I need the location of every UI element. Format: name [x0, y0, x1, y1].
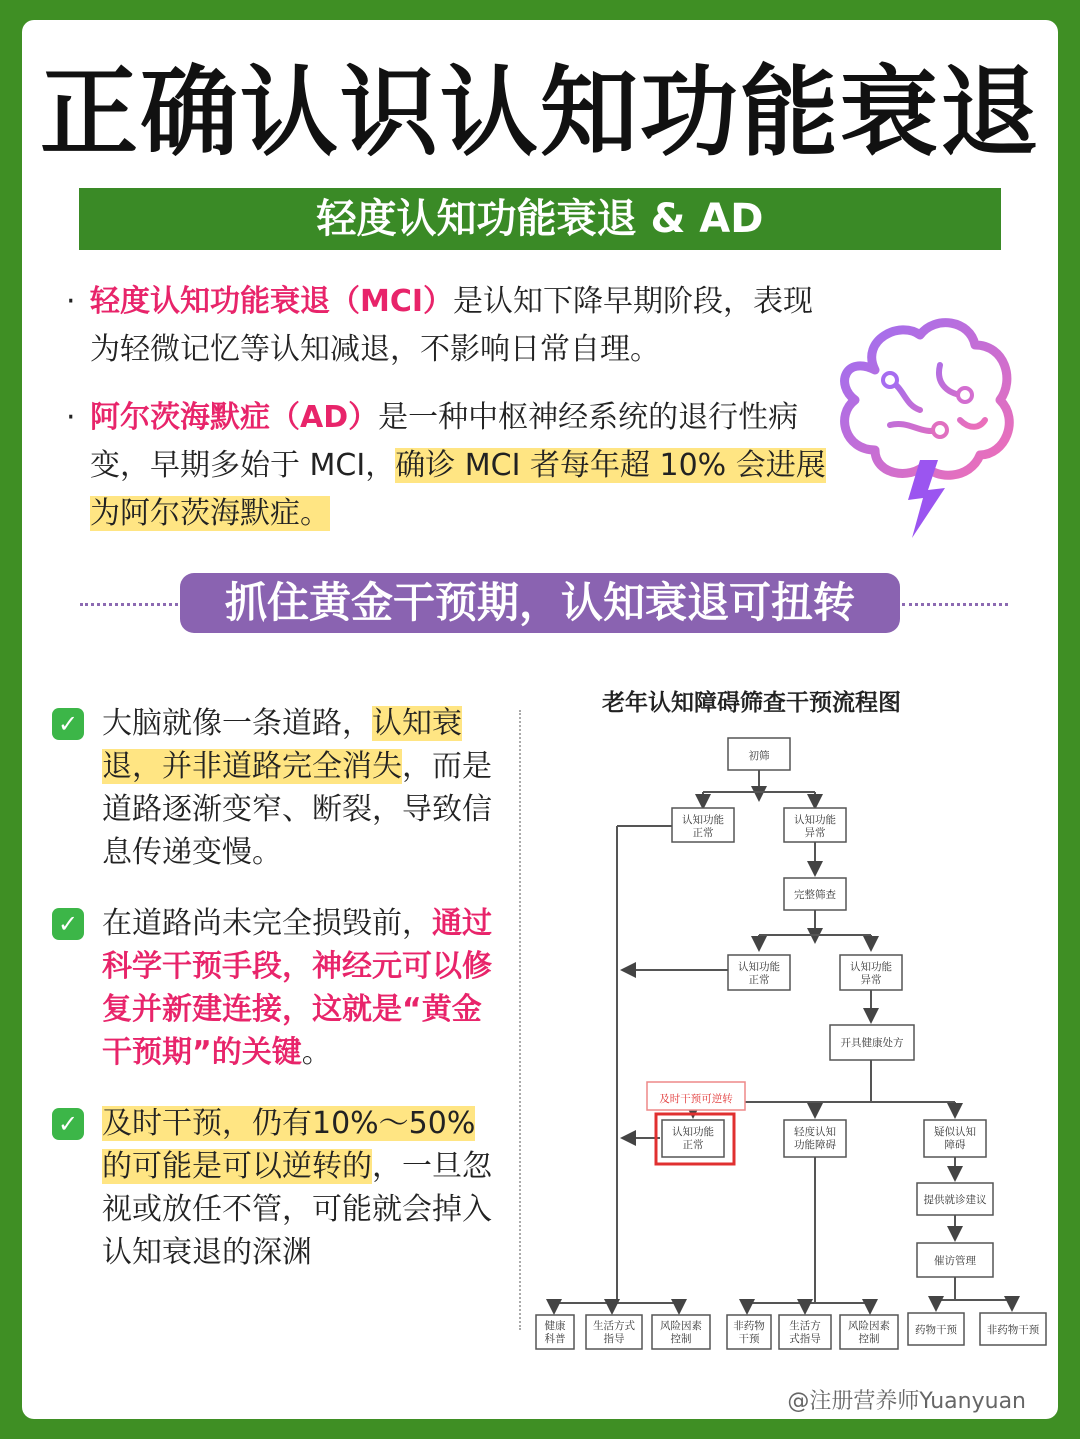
svg-text:完整筛查: 完整筛查 [794, 889, 836, 901]
bullet-dot: · [66, 284, 76, 319]
svg-text:生活方式: 生活方式 [593, 1320, 635, 1332]
svg-text:异常: 异常 [860, 974, 882, 986]
check-text: 大脑就像一条道路， [102, 706, 372, 741]
watermark: @注册营养师Yuanyuan [787, 1389, 1026, 1414]
svg-text:功能障碍: 功能障碍 [794, 1139, 836, 1151]
svg-text:催访管理: 催访管理 [934, 1255, 976, 1267]
svg-text:开具健康处方: 开具健康处方 [840, 1037, 904, 1049]
svg-text:及时干预可逆转: 及时干预可逆转 [659, 1093, 733, 1105]
svg-text:科普: 科普 [544, 1333, 566, 1345]
flowchart [22, 20, 1058, 1419]
check-text: ，而是道路逐渐变窄、断裂，导致信息传递变慢。 [102, 749, 492, 870]
mci-text: 是认知下降早期阶段，表现为轻微记忆等认知减退，不影响日常自理。 [90, 284, 814, 367]
check-text: 在道路尚未完全损毁前， [102, 906, 432, 941]
svg-text:障碍: 障碍 [944, 1139, 966, 1151]
svg-text:非药物干预: 非药物干预 [986, 1324, 1040, 1336]
svg-text:控制: 控制 [858, 1333, 880, 1345]
svg-text:生活方: 生活方 [789, 1320, 821, 1332]
svg-text:控制: 控制 [670, 1333, 692, 1345]
checkbox-icon: ✓ [52, 1108, 84, 1140]
svg-text:药物干预: 药物干预 [915, 1324, 957, 1336]
svg-text:风险因素: 风险因素 [848, 1320, 890, 1332]
checkbox-icon: ✓ [52, 708, 84, 740]
svg-text:正常: 正常 [748, 974, 770, 986]
check-text: 。 [301, 1035, 332, 1070]
svg-text:疑似认知: 疑似认知 [934, 1126, 976, 1138]
page-title: 正确认识认知功能衰退 [39, 56, 1040, 170]
bullet-dot: · [66, 400, 76, 435]
svg-text:风险因素: 风险因素 [660, 1320, 702, 1332]
check-text: ，一旦忽视或放任不管，可能就会掉入认知衰退的深渊 [102, 1149, 492, 1270]
section-banner: 轻度认知功能衰退 & AD [79, 188, 1001, 250]
svg-text:非药物: 非药物 [733, 1320, 765, 1332]
svg-text:健康: 健康 [544, 1320, 566, 1332]
svg-text:认知功能: 认知功能 [850, 961, 892, 973]
checkbox-icon: ✓ [52, 908, 84, 940]
svg-text:正常: 正常 [692, 827, 714, 839]
svg-text:轻度认知: 轻度认知 [794, 1126, 836, 1138]
svg-text:认知功能: 认知功能 [682, 814, 724, 826]
check-highlight: 认知衰退，并非道路完全消失 [102, 706, 462, 784]
section-pill: 抓住黄金干预期，认知衰退可扭转 [180, 573, 900, 633]
poster-card [22, 20, 1058, 1419]
check-pink: 通过科学干预手段，神经元可以修复并新建连接，这就是“黄金干预期”的关键 [102, 906, 492, 1070]
svg-text:认知功能: 认知功能 [794, 814, 836, 826]
svg-text:认知功能: 认知功能 [672, 1126, 714, 1138]
svg-text:提供就诊建议: 提供就诊建议 [923, 1194, 987, 1206]
flowchart-title: 老年认知障碍筛查干预流程图 [602, 690, 901, 716]
svg-text:认知功能: 认知功能 [738, 961, 780, 973]
svg-text:指导: 指导 [603, 1333, 625, 1345]
svg-text:正常: 正常 [682, 1139, 704, 1151]
svg-text:干预: 干预 [738, 1333, 760, 1345]
ad-text: 是一种中枢神经系统的退行性病变，早期多始于 MCI， [90, 400, 799, 483]
node-initial: 初筛 [748, 750, 770, 762]
svg-text:式指导: 式指导 [789, 1333, 821, 1345]
mci-term: 轻度认知功能衰退（MCI） [90, 284, 454, 319]
ad-highlight: 确诊 MCI 者每年超 10% 会进展为阿尔茨海默症。 [90, 448, 826, 531]
ad-term: 阿尔茨海默症（AD） [90, 400, 379, 435]
check-highlight: 及时干预，仍有10%～50%的可能是可以逆转的 [102, 1106, 476, 1184]
svg-text:异常: 异常 [804, 827, 826, 839]
